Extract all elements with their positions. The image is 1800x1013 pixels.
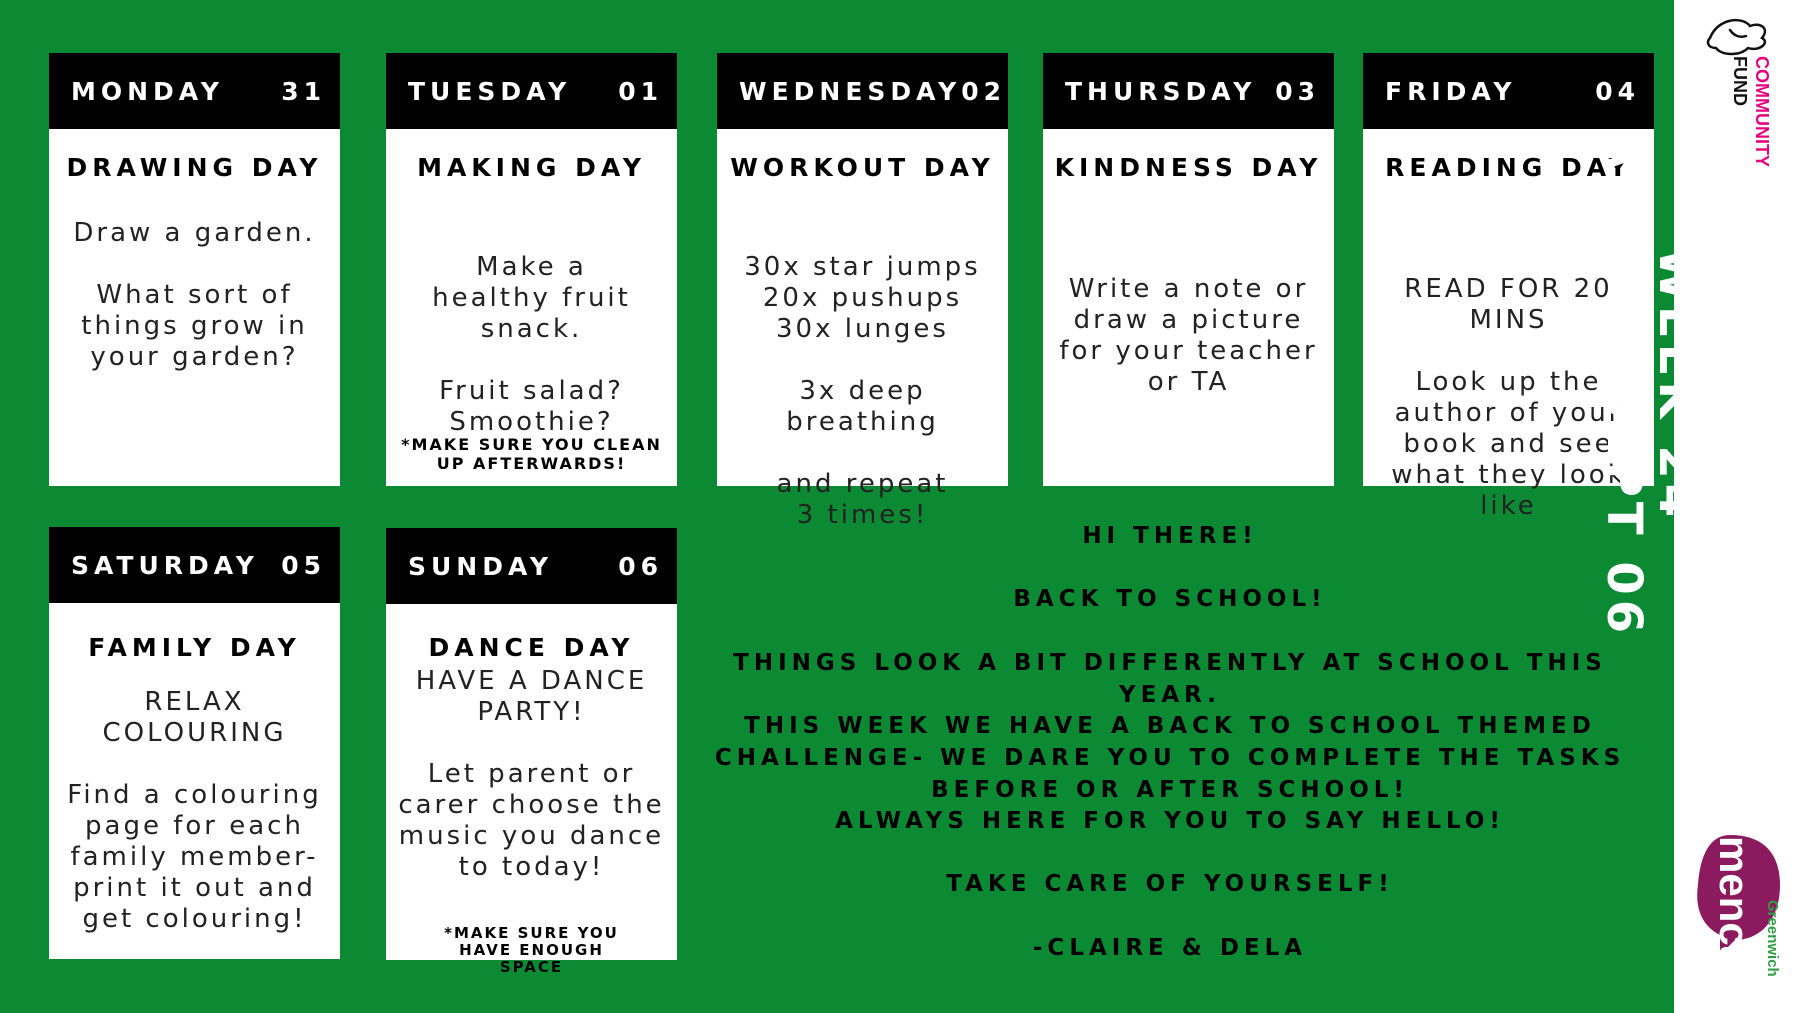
activity-body (55, 687, 334, 935)
day-card-wednesday (717, 53, 1008, 530)
message-line: BACK TO SCHOOL! (1013, 586, 1327, 612)
cf-word-community: COMMUNITY (1752, 56, 1772, 167)
community-fund-logo (1700, 8, 1790, 198)
day-name: TUESDAY (408, 76, 572, 106)
activity-body (392, 666, 671, 883)
mencap-logo (1690, 830, 1790, 1010)
day-name: WEDNESDAY (739, 76, 962, 106)
body-line: 30x star jumps (744, 252, 981, 282)
activity-title: READING DAY (1385, 153, 1632, 182)
message-line: TAKE CARE OF YOURSELF! (946, 871, 1394, 897)
spacer (55, 249, 334, 280)
body-line: 3x deep breathing (786, 376, 939, 437)
body-line: 30x lunges (776, 314, 949, 344)
day-header (386, 528, 677, 604)
day-card-tuesday (386, 53, 677, 486)
message-line: THINGS LOOK A BIT DIFFERENTLY AT SCHOOL THIS YEAR. (733, 650, 1607, 708)
day-header (386, 53, 677, 129)
body-line: Make a healthy fruit snack. (432, 252, 631, 344)
day-card-sunday (386, 528, 677, 976)
day-name: SUNDAY (408, 551, 554, 581)
spacer (723, 345, 1002, 376)
body-line: Fruit salad? Smoothie? (439, 376, 624, 437)
activity-title: DRAWING DAY (66, 153, 323, 182)
body-line: What sort of things grow in your garden? (81, 280, 308, 372)
day-header (49, 527, 340, 603)
activity-note: *MAKE SURE YOU HAVE ENOUGH SPACE (444, 924, 619, 976)
day-name: MONDAY (71, 76, 224, 106)
week-dates: AUG 31-SEPT 06 (1596, 131, 1652, 639)
activity-body (392, 252, 671, 438)
spacer (55, 749, 334, 780)
day-header (1363, 53, 1654, 129)
activity-title: DANCE DAY (428, 633, 635, 662)
mencap-word: mencap (1711, 836, 1758, 995)
activity-title: FAMILY DAY (88, 633, 301, 662)
day-card-saturday (49, 527, 340, 959)
week-label (1598, 132, 1702, 638)
body-line: 20x pushups (762, 283, 963, 313)
message-line: -CLAIRE & DELA (1032, 935, 1308, 961)
spacer (392, 728, 671, 759)
spacer (392, 345, 671, 376)
activity-body (55, 218, 334, 373)
hand-icon (1708, 20, 1765, 54)
mencap-greenwich: Greenwich (1764, 900, 1781, 977)
day-card-thursday (1043, 53, 1334, 486)
message-line: ALWAYS HERE FOR YOU TO SAY HELLO! (835, 808, 1505, 834)
day-name: SATURDAY (71, 550, 259, 580)
day-date: 04 (1595, 76, 1640, 106)
spacer (723, 438, 1002, 469)
cf-word-fund: FUND (1730, 56, 1750, 106)
body-line: READ FOR 20 MINS (1404, 274, 1613, 335)
day-header (717, 53, 1008, 129)
day-date: 31 (281, 76, 326, 106)
day-date: 01 (618, 76, 663, 106)
day-date: 02 (961, 76, 1007, 106)
day-header (49, 53, 340, 129)
body-line: Look up the author of your book and see what they look like (1391, 367, 1626, 521)
activity-note: *MAKE SURE YOU CLEAN UP AFTERWARDS! (401, 435, 662, 473)
body-line: and repeat (776, 469, 949, 499)
body-line: Let parent or carer choose the music you dance to today! (398, 759, 665, 882)
week-number: WEEK 24 (1648, 247, 1704, 523)
day-date: 05 (281, 550, 326, 580)
activity-title: MAKING DAY (417, 153, 646, 182)
day-date: 03 (1275, 76, 1320, 106)
message-line: THIS WEEK WE HAVE A BACK TO SCHOOL THEMED CHALLENGE- WE DARE YOU TO COMPLETE THE TASKS BEFORE OR AFTER SCHOOL! (714, 713, 1626, 803)
day-card-monday (49, 53, 340, 486)
day-header (1043, 53, 1334, 129)
activity-title: WORKOUT DAY (730, 153, 995, 182)
activity-body (723, 252, 1002, 531)
body-line: Draw a garden. (73, 218, 316, 248)
day-date: 06 (618, 551, 663, 581)
body-line: HAVE A DANCE PARTY! (415, 666, 648, 727)
message-line: HI THERE! (1082, 523, 1258, 549)
body-line: Write a note or draw a picture for your teacher or TA (1059, 274, 1318, 397)
day-name: THURSDAY (1065, 76, 1257, 106)
body-line: 3 times! (796, 500, 929, 530)
activity-body (1049, 274, 1328, 398)
day-name: FRIDAY (1385, 76, 1517, 106)
body-line: Find a colouring page for each family member- print it out and get colouring! (67, 780, 322, 934)
body-line: RELAX COLOURING (102, 687, 287, 748)
activity-title: KINDNESS DAY (1054, 153, 1323, 182)
